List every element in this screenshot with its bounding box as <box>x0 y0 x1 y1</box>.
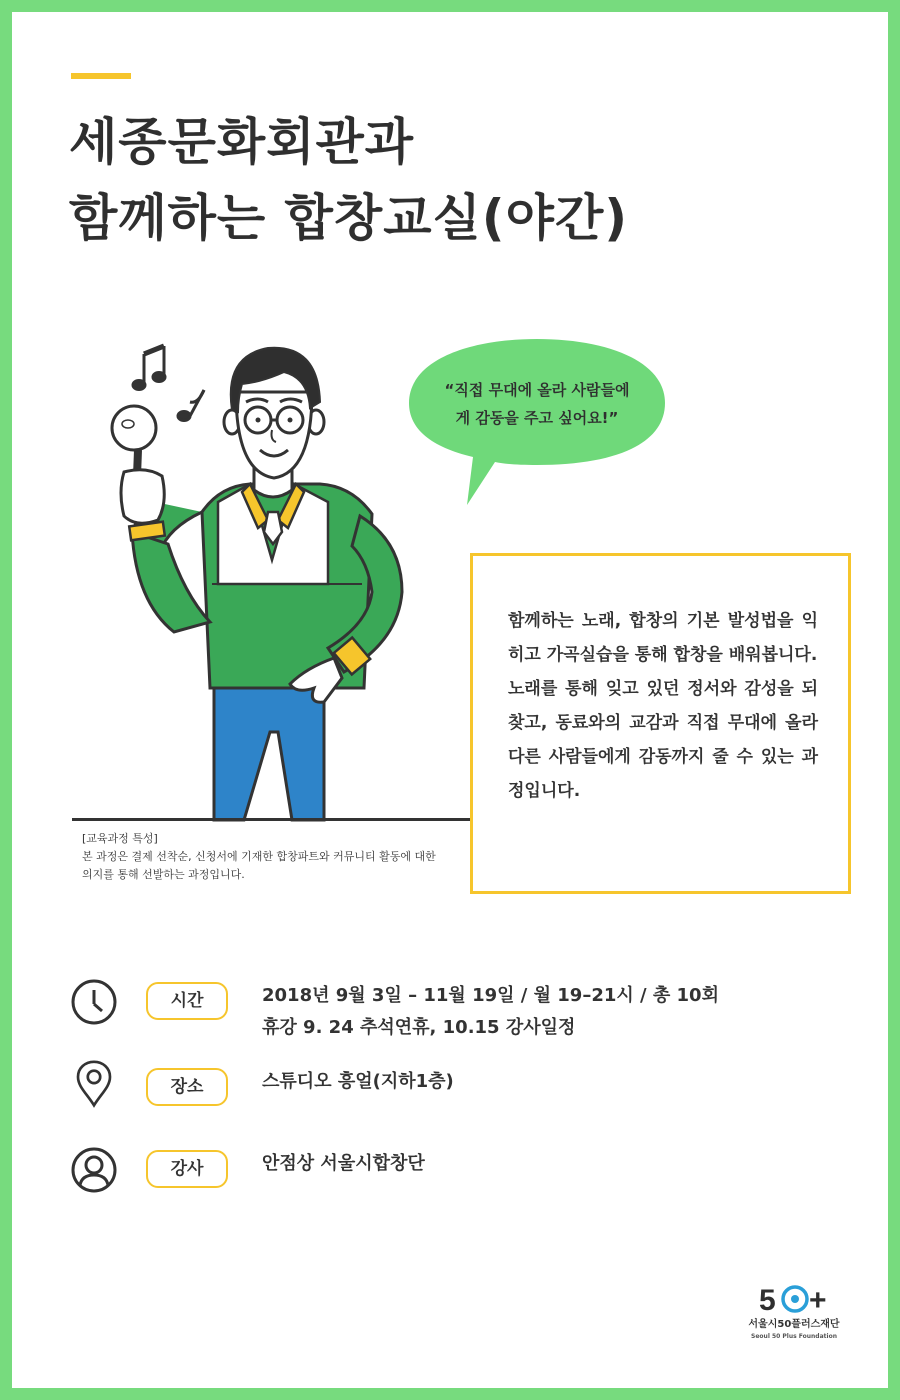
music-note-icon-2 <box>178 390 204 421</box>
place-label: 장소 <box>146 1068 228 1106</box>
head <box>224 348 324 478</box>
speech-bubble-text <box>412 376 662 432</box>
logo-mark <box>749 1278 839 1318</box>
ground-line <box>72 818 474 821</box>
logo-name-ko: 서울시50플러스재단 <box>748 1319 840 1330</box>
location-pin-icon <box>70 1060 118 1108</box>
description-paragraph-2: 노래를 통해 잊고 있던 정서와 감성을 되찾고, 동료와의 교감과 직접 무대에 올라 다른 사람들에게 감동까지 줄 수 있는 과정입니다. <box>508 679 818 801</box>
description-box <box>470 553 851 894</box>
course-notes-line-2: 의지를 통해 선발하는 과정입니다. <box>82 868 245 881</box>
person-icon <box>70 1146 118 1194</box>
music-note-icon <box>133 346 165 390</box>
time-line-1: 2018년 9월 3일 – 11월 19일 / 월 19–21시 / 총 10회 <box>262 985 719 1006</box>
clock-icon <box>70 978 118 1026</box>
time-label: 시간 <box>146 982 228 1020</box>
instructor-value: 안점상 서울시합창단 <box>262 1153 425 1174</box>
place-value: 스튜디오 흥얼(지하1층) <box>262 1071 454 1092</box>
course-notes-heading: [교육과정 특성] <box>82 832 158 845</box>
course-notes <box>82 830 472 884</box>
logo-plus: + <box>809 1284 827 1317</box>
pants <box>214 682 324 820</box>
instructor-label: 강사 <box>146 1150 228 1188</box>
title-line-1: 세종문화회관과 <box>69 113 415 171</box>
time-line-2: 휴강 9. 24 추석연휴, 10.15 강사일정 <box>262 1017 576 1038</box>
logo-digit: 5 <box>759 1284 776 1317</box>
title-line-2: 함께하는 합창교실(야간) <box>69 189 629 247</box>
speech-line-2: 게 감동을 주고 싶어요!” <box>455 409 619 427</box>
speech-line-1: “직접 무대에 올라 사람들에 <box>444 381 630 399</box>
page-title <box>69 104 628 256</box>
logo-name-en: Seoul 50 Plus Foundation <box>751 1333 837 1340</box>
description-paragraph-1: 함께하는 노래, 합창의 기본 발성법을 익히고 가곡실습을 통해 합창을 배워봅니다. <box>508 611 818 665</box>
seoul-50-plus-logo <box>734 1278 854 1354</box>
course-notes-line-1: 본 과정은 결제 선착순, 신청서에 기재한 합창파트와 커뮤니티 활동에 대한 <box>82 850 436 863</box>
mic-hand <box>121 470 164 523</box>
time-value <box>262 980 719 1044</box>
title-accent-bar <box>71 73 131 79</box>
